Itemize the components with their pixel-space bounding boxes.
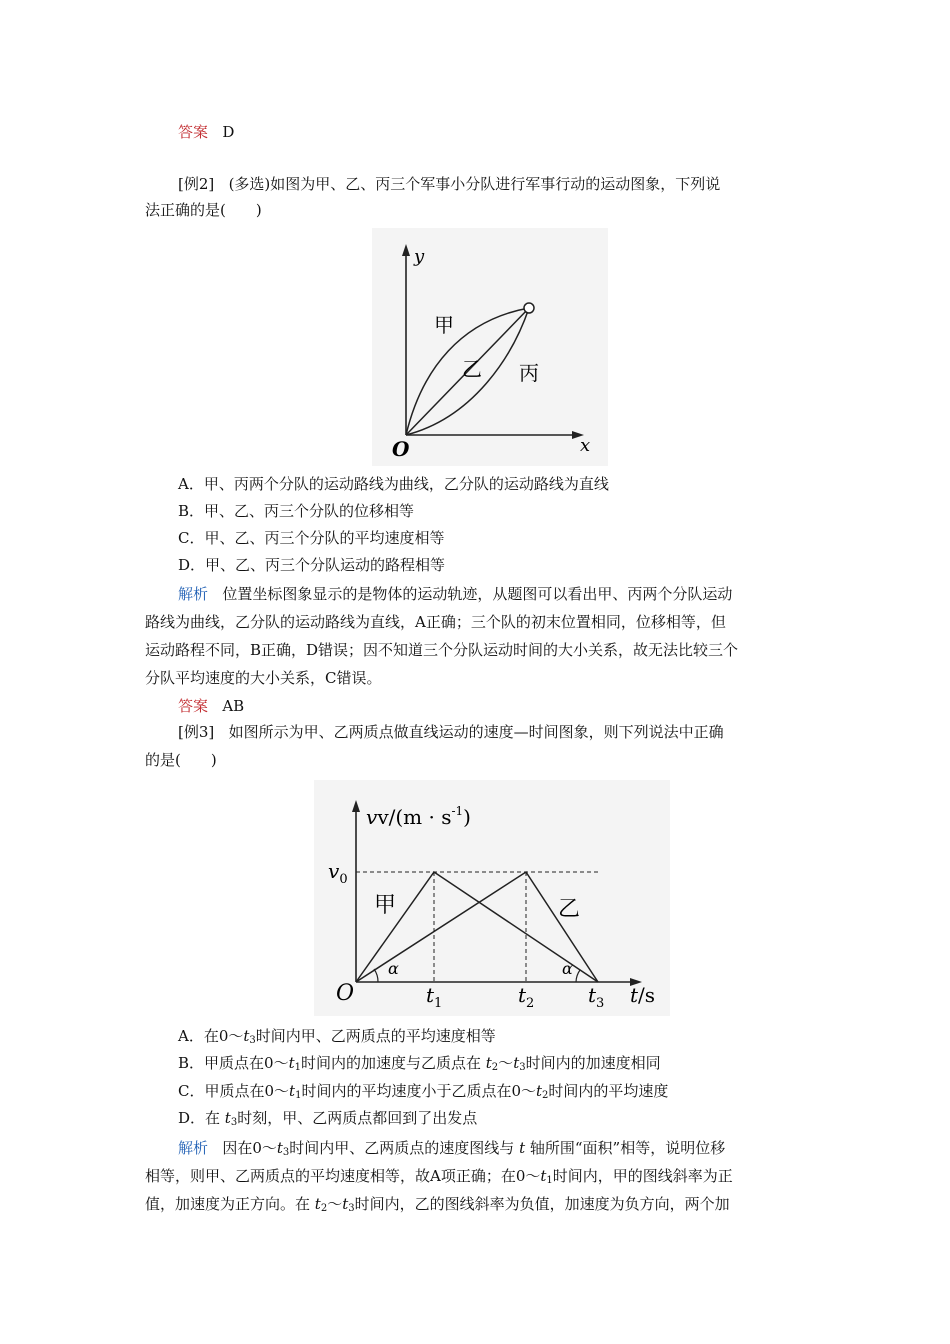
example3-tag: [例3] [178, 723, 215, 741]
example3-option-b: B．甲质点在$0\sim t_1$时间内的加速度与乙质点在 $t_2\sim t_3$时间内的加速度相同 [178, 1054, 661, 1073]
example2-analysis-line3: 运动路程不同，B正确，D错误；因不知道三个分队运动时间的大小关系，故无法比较三个 [145, 641, 739, 659]
y-axis-arrow [402, 244, 410, 256]
example3-analysis-line2: 相等，则甲、乙两质点的平均速度相等，故A项正确；在$0\sim t_1$时间内，甲的图线斜率为正 [145, 1167, 733, 1186]
example2-analysis-label: 解析 [178, 585, 209, 603]
answer-label: 答案 [178, 123, 209, 141]
alpha-label-t3: α [562, 959, 573, 978]
x-axis-label: x [580, 435, 591, 456]
label-yi: 乙 [462, 357, 482, 381]
example3-option-d: D．在 $t_3$时刻，甲、乙两质点都回到了出发点 [178, 1109, 478, 1128]
label-bing: 丙 [519, 361, 539, 385]
answer-value: D [222, 123, 235, 141]
example3-analysis-line1: 解析 因在$0\sim t_3$时间内甲、乙两质点的速度图线与 t 轴所围“面积”相等，说明位移 [178, 1139, 726, 1158]
v-axis-arrow [352, 800, 360, 812]
t3-label: $t_3$ [588, 983, 605, 1011]
example2-stem-line1 [178, 174, 720, 194]
endpoint-marker [524, 303, 534, 313]
example2-analysis-line4: 分队平均速度的大小关系，C错误。 [145, 669, 382, 687]
example3-stem-line2: 的是( ) [145, 751, 217, 769]
example2-answer-label: 答案 [178, 697, 209, 715]
answer-line-1 [178, 122, 234, 142]
angle-arc-origin [374, 969, 378, 982]
vt-diagram [314, 780, 670, 1016]
example2-answer-value: AB [222, 697, 245, 715]
origin-label-vt: O [336, 981, 355, 1006]
example3-analysis-label: 解析 [178, 1139, 209, 1157]
position-figure [372, 228, 608, 466]
v-axis-label: $vv/(m \cdot s^{-1})$ [366, 804, 471, 829]
y-axis-label: y [414, 246, 425, 267]
example2-option-a: A．甲、丙两个分队的运动路线为曲线，乙分队的运动路线为直线 [178, 475, 609, 493]
v0-label: $v_0$ [328, 859, 348, 887]
example2-tag: [例2] [178, 175, 215, 193]
t2-label: $t_2$ [518, 983, 535, 1011]
example3-analysis-line3: 值，加速度为正方向。在 $t_2\sim t_3$时间内，乙的图线斜率为负值，加速度为负方向，两个加 [145, 1195, 730, 1214]
position-diagram [372, 228, 608, 466]
example3-stem-line1 [178, 722, 724, 742]
vt-figure [314, 780, 670, 1016]
example3-option-c: C．甲质点在$0\sim t_1$时间内的平均速度小于乙质点在$0\sim t_2$时间内的平均速度 [178, 1082, 669, 1101]
example2-analysis-line2: 路线为曲线，乙分队的运动路线为直线，A正确；三个队的初末位置相同，位移相等，但 [145, 613, 726, 631]
t-axis-label: t/s [630, 983, 656, 1007]
example2-stem-line2: 法正确的是( ) [145, 201, 262, 219]
example3-option-a: A．在$0\sim t_3$时间内甲、乙两质点的平均速度相等 [178, 1027, 496, 1046]
example3-text1: 如图所示为甲、乙两质点做直线运动的速度—时间图象，则下列说法中正确 [228, 723, 724, 741]
example2-text1: (多选)如图为甲、乙、丙三个军事小分队进行军事行动的运动图象，下列说 [228, 175, 721, 193]
alpha-label-origin: α [388, 959, 399, 978]
label-yi-vt: 乙 [558, 897, 581, 922]
example2-option-d: D．甲、乙、丙三个分队运动的路程相等 [178, 556, 446, 574]
example2-analysis-line1 [178, 584, 732, 604]
label-jia-vt: 甲 [374, 893, 397, 918]
example2-option-c: C．甲、乙、丙三个分队的平均速度相等 [178, 529, 445, 547]
label-jia: 甲 [434, 313, 454, 337]
t1-label: $t_1$ [426, 983, 443, 1011]
example2-analysis-text1: 位置坐标图象显示的是物体的运动轨迹，从题图可以看出甲、丙两个分队运动 [222, 585, 733, 603]
angle-arc-t3 [576, 970, 580, 982]
origin-label: O [392, 437, 410, 461]
example2-option-b: B．甲、乙、丙三个分队的位移相等 [178, 502, 415, 520]
answer-line-2 [178, 696, 244, 716]
